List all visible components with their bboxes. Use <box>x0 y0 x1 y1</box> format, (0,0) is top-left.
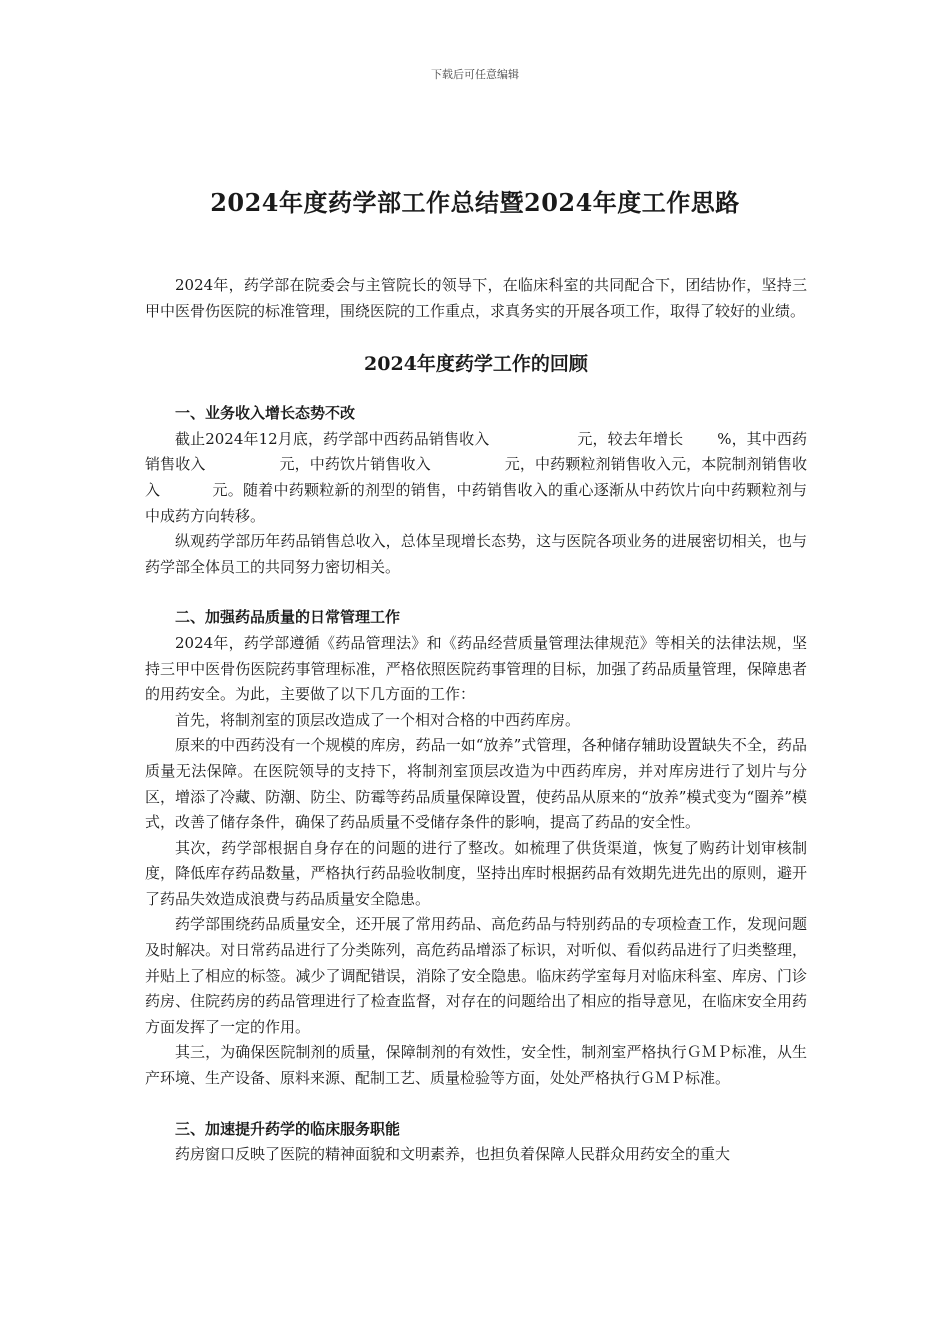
paragraph-first: 首先，将制剂室的顶层改造成了一个相对合格的中西药库房。 <box>175 710 581 729</box>
heading-quality-management: 二、加强药品质量的日常管理工作 <box>175 608 401 627</box>
paragraph-growth-trend: 纵观药学部历年药品销售总收入，总体呈现增长态势，这与医院各项业务的进展密切相关，也与药学部全体员工的共同努力密切相关。 <box>145 532 807 576</box>
section-title: 2024年度药学工作的回顾 <box>364 353 588 376</box>
heading-clinical-service: 三、加速提升药学的临床服务职能 <box>175 1119 401 1138</box>
heading-business-income: 一、业务收入增长态势不改 <box>175 404 356 423</box>
paragraph-special-inspection: 药学部围绕药品质量安全，还开展了常用药品、高危药品与特别药品的专项检查工作，发现问题及时解决。对日常药品进行了分类陈列，高危药品增添了标识，对听似、看似药品进行了归类整理，并贴上了相应的标签。减少了调配错误，消除了安全隐患。临床药学室每月对临床科室、库房、门诊药房、住院药房的药品管理进行了检查监督，对存在的问题给出了相应的指导意见，在临床安全用药方面发挥了一定的作用。 <box>145 915 807 1036</box>
paragraph-sales-income: 截止2024年12月底，药学部中西药品销售收入 元，较去年增长 %，其中西药销售收入 元，中药饮片销售收入 元，中药颗粒剂销售收入元，本院制剂销售收入 元。随着中药颗粒新的剂型的销售，中药销售收入的重心逐渐从中药饮片向中药颗粒剂与中成药方向转移。 <box>145 429 807 525</box>
paragraph-regulations: 2024年，药学部遵循《药品管理法》和《药品经营质量管理法律规范》等相关的法律法规，坚持三甲中医骨伤医院药事管理标准，严格依照医院药事管理的目标，加强了药品质量管理，保障患者的用药安全。为此，主要做了以下几方面的工作： <box>145 633 807 704</box>
document-body <box>145 273 807 1168</box>
paragraph-warehouse: 原来的中西药没有一个规模的库房，药品一如“放养”式管理，各种储存辅助设置缺失不全，药品质量无法保障。在医院领导的支持下，将制剂室顶层改造为中西药库房，并对库房进行了划片与分区，增添了冷藏、防潮、防尘、防霉等药品质量保障设置，使药品从原来的“放养”模式变为“圈养”模式，改善了储存条件，确保了药品质量不受储存条件的影响，提高了药品的安全性。 <box>145 736 807 832</box>
intro-paragraph: 2024年，药学部在院委会与主管院长的领导下，在临床科室的共同配合下，团结协作，坚持三甲中医骨伤医院的标准管理，围绕医院的工作重点，求真务实的开展各项工作，取得了较好的业绩。 <box>145 276 807 320</box>
paragraph-second: 其次，药学部根据自身存在的问题的进行了整改。如梳理了供货渠道，恢复了购药计划审核制度，降低库存药品数量，严格执行药品验收制度，坚持出库时根据药品有效期先进先出的原则，避开了药品失效造成浪费与药品质量安全隐患。 <box>145 838 807 908</box>
header-note: 下载后可任意编辑 <box>431 68 519 81</box>
paragraph-third-gmp: 其三，为确保医院制剂的质量，保障制剂的有效性，安全性，制剂室严格执行ＧＭＰ标准，从生产环境、生产设备、原料来源、配制工艺、质量检验等方面，处处严格执行ＧＭＰ标准。 <box>145 1043 807 1088</box>
document-title: 2024年度药学部工作总结暨2024年度工作思路 <box>210 188 740 217</box>
paragraph-pharmacy-window: 药房窗口反映了医院的精神面貌和文明素养，也担负着保障人民群众用药安全的重大 <box>175 1145 731 1164</box>
